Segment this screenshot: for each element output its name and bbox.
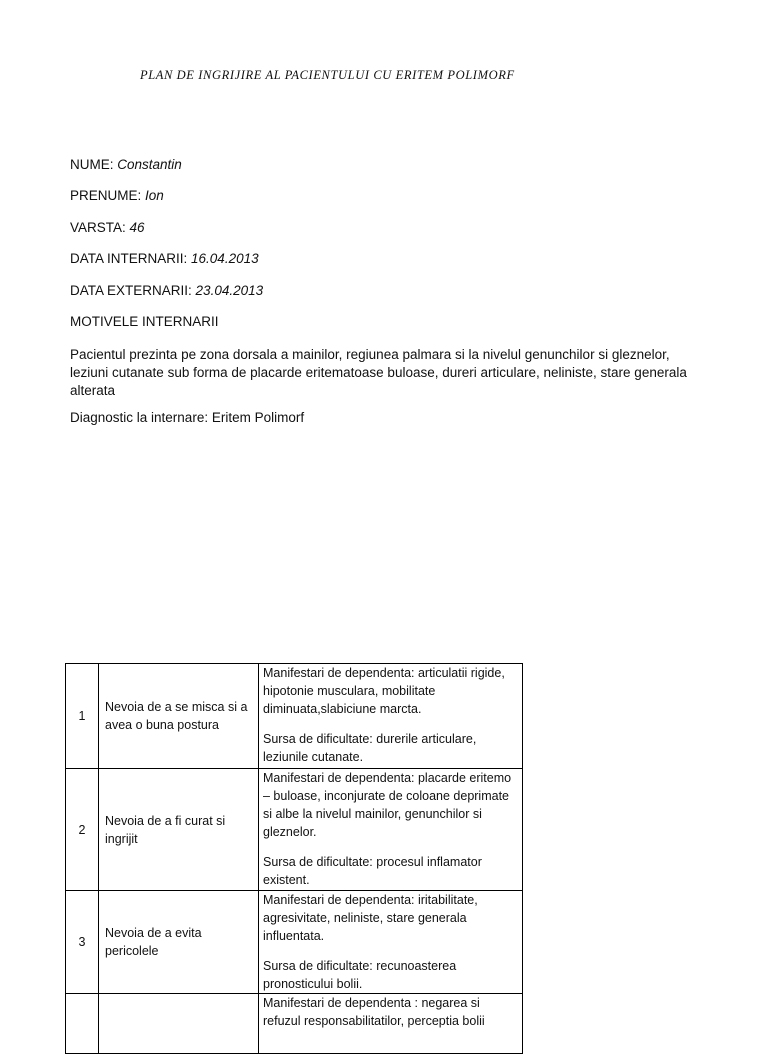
table-row — [66, 769, 523, 891]
row-number: 1 — [66, 664, 99, 769]
field-nume-value: Constantin — [117, 157, 182, 172]
field-prenume-label: PRENUME: — [70, 188, 142, 203]
row-need: Nevoia de a fi curat si ingrijit — [99, 769, 259, 891]
row-source: Sursa de dificultate: procesul inflamator existent. — [263, 855, 482, 887]
field-varsta — [70, 219, 145, 237]
row-number: 2 — [66, 769, 99, 891]
field-prenume — [70, 187, 164, 205]
table-row — [66, 891, 523, 994]
field-data-externarii — [70, 282, 263, 300]
document-title: PLAN DE INGRIJIRE AL PACIENTULUI CU ERITEM POLIMORF — [140, 68, 515, 82]
row-description — [259, 891, 523, 994]
diagnostic-text: Diagnostic la internare: Eritem Polimorf — [70, 410, 305, 425]
table-row — [66, 664, 523, 769]
row-need: Nevoia de a se misca si a avea o buna postura — [99, 664, 259, 769]
field-nume — [70, 156, 182, 174]
field-data-externarii-label: DATA EXTERNARII: — [70, 283, 192, 298]
field-data-internarii — [70, 250, 259, 268]
field-prenume-value: Ion — [145, 188, 164, 203]
care-plan-table — [65, 663, 523, 1054]
field-nume-label: NUME: — [70, 157, 114, 172]
row-manifest: Manifestari de dependenta: articulatii rigide, hipotonie musculara, mobilitate diminuata,slabiciune marcta. — [263, 666, 505, 716]
field-data-internarii-label: DATA INTERNARII: — [70, 251, 188, 266]
row-description — [259, 664, 523, 769]
row-manifest: Manifestari de dependenta: iritabilitate, agresivitate, neliniste, stare generala influentata. — [263, 893, 478, 943]
field-data-internarii-value: 16.04.2013 — [191, 251, 259, 266]
row-need: Nevoia de a evita pericolele — [99, 891, 259, 994]
row-description — [259, 769, 523, 891]
field-varsta-label: VARSTA: — [70, 220, 126, 235]
row-source: Sursa de dificultate: recunoasterea pronosticului bolii. — [263, 959, 457, 991]
row-manifest: Manifestari de dependenta: placarde eritemo – buloase, inconjurate de coloane deprimate si albe la nivelul mainilor, genunchilor si gleznelor. — [263, 771, 512, 839]
row-source: Sursa de dificultate: durerile articulare, leziunile cutanate. — [263, 732, 477, 764]
field-varsta-value: 46 — [129, 220, 145, 235]
row-number: 3 — [66, 891, 99, 994]
motive-text: Pacientul prezinta pe zona dorsala a mainilor, regiunea palmara si la nivelul genunchilor si gleznelor, leziuni cutanate sub forma de placarde eritematoase buloase, dureri articulare, neliniste, stare generala alterata — [70, 347, 687, 398]
field-data-externarii-value: 23.04.2013 — [195, 283, 264, 298]
row-manifest: Manifestari de dependenta : negarea si refuzul responsabilitatilor, perceptia bolii — [263, 996, 485, 1028]
motive-heading: MOTIVELE INTERNARII — [70, 314, 219, 329]
